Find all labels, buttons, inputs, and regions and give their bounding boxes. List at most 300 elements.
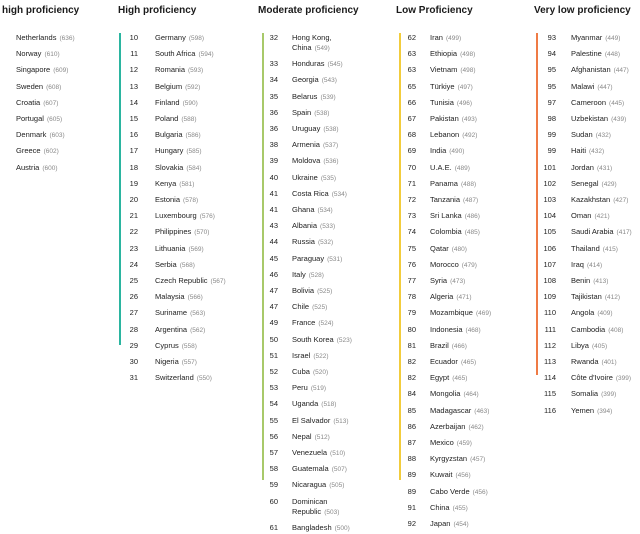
rank-number: 82 xyxy=(407,373,416,383)
rank-number: 72 xyxy=(407,195,416,204)
score: (457) xyxy=(470,456,486,464)
rank-number: 29 xyxy=(129,340,138,350)
country-name: Kyrgyzstan xyxy=(430,454,468,464)
country-name: Serbia xyxy=(155,259,177,269)
rank-number: 104 xyxy=(543,211,556,221)
score: (466) xyxy=(451,342,467,350)
country-name: India xyxy=(430,146,447,156)
score: (471) xyxy=(456,294,472,302)
rank-number: 88 xyxy=(407,454,416,464)
rank-number: 12 xyxy=(129,65,138,75)
score: (636) xyxy=(59,35,75,42)
country-name: Tajikistan xyxy=(571,292,602,302)
score: (432) xyxy=(595,132,611,140)
country-entry xyxy=(155,163,202,174)
score: (439) xyxy=(611,116,627,123)
country-entry xyxy=(155,292,203,303)
country-entry xyxy=(16,130,65,141)
country-name: Syria xyxy=(430,276,448,285)
country-entry xyxy=(16,33,75,44)
rank-number: 116 xyxy=(544,405,556,415)
rank-number: 66 xyxy=(407,97,416,107)
country-name: Azerbaijan xyxy=(430,421,466,431)
country-name: Iraq xyxy=(571,259,584,269)
country-name: Bulgaria xyxy=(155,130,183,140)
country-name: Cuba xyxy=(292,367,310,377)
country-entry xyxy=(292,124,339,135)
rank-number: 59 xyxy=(269,480,278,490)
country-entry xyxy=(430,389,479,400)
country-entry xyxy=(430,373,467,384)
score: (550) xyxy=(196,375,212,383)
score: (535) xyxy=(320,174,337,182)
country-name: U.A.E. xyxy=(430,162,452,172)
score: (549) xyxy=(314,45,330,52)
country-entry xyxy=(292,205,333,216)
country-name: Russia xyxy=(292,237,315,247)
country-entry xyxy=(571,389,616,400)
country-entry xyxy=(430,438,472,449)
rank-number: 75 xyxy=(407,243,416,253)
score: (603) xyxy=(49,132,65,140)
country-entry xyxy=(155,179,194,190)
country-entry xyxy=(571,260,602,271)
score: (558) xyxy=(181,342,197,350)
country-name: Nepal xyxy=(292,431,312,441)
score: (534) xyxy=(331,190,347,198)
score: (536) xyxy=(323,158,339,166)
rank-number: 73 xyxy=(407,211,416,221)
country-name: Tanzania xyxy=(430,195,461,204)
country-name: Sudan xyxy=(571,130,593,140)
country-entry xyxy=(430,179,476,190)
country-entry xyxy=(571,211,610,222)
score: (503) xyxy=(324,508,340,516)
country-entry xyxy=(292,254,342,265)
country-name: South Korea xyxy=(292,334,334,344)
rank-number: 65 xyxy=(407,81,416,91)
country-name: Romania xyxy=(155,65,186,75)
country-entry xyxy=(155,98,198,109)
country-entry xyxy=(292,221,335,232)
country-entry xyxy=(571,276,608,287)
country-entry xyxy=(292,497,339,518)
country-name: Saudi Arabia xyxy=(571,227,614,237)
column-heading: Very low proficiency xyxy=(534,5,631,16)
rank-number: 99 xyxy=(547,146,556,156)
country-name: Poland xyxy=(155,114,179,123)
score: (545) xyxy=(327,61,343,69)
score: (594) xyxy=(198,51,214,59)
score: (518) xyxy=(321,401,337,409)
country-entry xyxy=(16,114,62,125)
score: (487) xyxy=(463,197,479,204)
rank-number: 53 xyxy=(269,383,278,393)
rank-number: 41 xyxy=(269,205,278,215)
country-name: Angola xyxy=(571,308,595,318)
rank-number: 113 xyxy=(544,357,556,366)
country-name: Panama xyxy=(430,178,458,188)
country-entry xyxy=(292,480,344,491)
country-name: Spain xyxy=(292,107,312,117)
country-entry xyxy=(571,146,604,157)
score: (538) xyxy=(323,126,339,134)
score: (415) xyxy=(602,245,618,253)
country-name: Côte d'Ivoire xyxy=(571,373,613,383)
score: (447) xyxy=(613,67,629,75)
country-name: Armenia xyxy=(292,140,320,150)
rank-number: 33 xyxy=(269,59,278,69)
rank-number: 77 xyxy=(407,276,416,285)
country-name: Estonia xyxy=(155,195,181,204)
country-name: Japan xyxy=(430,519,451,528)
country-name: Ghana xyxy=(292,205,315,215)
score: (485) xyxy=(464,229,480,237)
country-name: Denmark xyxy=(16,130,47,140)
rank-number: 57 xyxy=(269,448,278,458)
country-name: Mozambique xyxy=(430,308,473,318)
country-entry xyxy=(155,325,205,336)
score: (463) xyxy=(474,407,490,415)
country-name: Thailand xyxy=(571,243,600,253)
rank-number: 92 xyxy=(407,519,416,528)
score: (505) xyxy=(329,482,345,490)
score: (578) xyxy=(183,197,199,204)
score: (576) xyxy=(199,213,215,221)
rank-number: 55 xyxy=(269,415,278,425)
score: (608) xyxy=(46,83,62,91)
score: (492) xyxy=(462,132,478,140)
rank-number: 70 xyxy=(407,162,416,172)
score: (469) xyxy=(475,310,492,318)
country-name: Slovakia xyxy=(155,162,184,172)
country-entry xyxy=(571,179,617,190)
country-entry xyxy=(430,406,489,417)
country-name: Senegal xyxy=(571,178,599,188)
rank-number: 60 xyxy=(269,496,278,506)
rank-number: 31 xyxy=(129,373,138,383)
column-heading: Low Proficiency xyxy=(396,5,473,16)
country-name: Kazakhstan xyxy=(571,195,611,204)
country-name: Switzerland xyxy=(155,373,194,383)
score: (408) xyxy=(608,326,624,334)
score: (431) xyxy=(596,164,613,172)
rank-number: 17 xyxy=(129,146,138,156)
country-name: Cambodia xyxy=(571,324,606,334)
country-entry xyxy=(292,351,329,362)
country-name: Nigeria xyxy=(155,357,179,366)
score: (405) xyxy=(591,342,608,350)
country-name: South Africa xyxy=(155,49,196,59)
rank-number: 10 xyxy=(129,33,138,42)
country-name: Rwanda xyxy=(571,357,599,366)
country-entry xyxy=(571,341,607,352)
country-entry xyxy=(292,108,329,119)
country-name: China xyxy=(430,502,450,512)
score: (498) xyxy=(460,51,476,59)
country-entry xyxy=(155,308,205,319)
country-name: Sweden xyxy=(16,81,44,91)
country-entry xyxy=(292,33,332,54)
rank-number: 101 xyxy=(543,162,556,172)
rank-number: 95 xyxy=(547,65,556,75)
rank-number: 94 xyxy=(547,49,556,59)
country-name: Egypt xyxy=(430,373,450,383)
rank-number: 87 xyxy=(407,438,416,447)
country-name: Pakistan xyxy=(430,114,459,123)
rank-number: 108 xyxy=(543,276,556,285)
score: (496) xyxy=(456,99,473,107)
country-entry xyxy=(571,163,612,174)
score: (488) xyxy=(460,180,477,188)
country-name: Netherlands xyxy=(16,33,57,42)
score: (543) xyxy=(321,77,337,85)
country-entry xyxy=(430,260,477,271)
score: (497) xyxy=(457,83,473,91)
country-name: Malaysia xyxy=(155,292,185,302)
country-entry xyxy=(430,146,464,157)
rank-number: 79 xyxy=(407,308,416,318)
score: (507) xyxy=(331,466,347,474)
rank-number: 47 xyxy=(269,302,278,312)
country-name: Cameroon xyxy=(571,97,607,107)
rank-number: 114 xyxy=(544,373,556,383)
rank-number: 61 xyxy=(269,522,278,532)
country-name: Nicaragua xyxy=(292,480,327,490)
score: (513) xyxy=(333,417,349,425)
score: (563) xyxy=(190,310,206,318)
country-entry xyxy=(571,49,620,60)
score: (464) xyxy=(463,391,479,399)
score: (522) xyxy=(313,352,329,360)
rank-number: 102 xyxy=(543,178,556,188)
rank-number: 45 xyxy=(269,253,278,263)
score: (493) xyxy=(461,116,477,123)
rank-number: 89 xyxy=(407,470,416,480)
score: (480) xyxy=(451,245,467,253)
country-name: Türkiye xyxy=(430,81,455,91)
country-entry xyxy=(16,49,60,60)
country-name: Ethiopia xyxy=(430,49,458,59)
country-name: Indonesia xyxy=(430,324,463,334)
rank-number: 56 xyxy=(269,431,278,441)
score: (537) xyxy=(322,142,339,150)
country-entry xyxy=(292,173,336,184)
score: (528) xyxy=(308,271,324,279)
country-entry xyxy=(430,195,478,206)
country-name: Morocco xyxy=(430,259,459,269)
country-entry xyxy=(292,75,337,86)
country-name: Libya xyxy=(571,340,589,350)
country-name: Oman xyxy=(571,211,592,221)
country-entry xyxy=(430,33,461,44)
rank-number: 40 xyxy=(269,172,278,182)
score: (510) xyxy=(330,450,346,458)
rank-number: 85 xyxy=(407,405,416,415)
score: (394) xyxy=(597,407,613,415)
country-entry xyxy=(292,237,333,248)
rank-number: 74 xyxy=(407,227,416,237)
country-name: Austria xyxy=(16,162,40,172)
country-entry xyxy=(292,367,328,378)
country-entry xyxy=(155,130,201,141)
country-entry xyxy=(292,286,332,297)
score: (486) xyxy=(464,213,480,221)
column-moderate xyxy=(258,0,396,532)
country-name: Suriname xyxy=(155,308,188,318)
country-entry xyxy=(16,82,61,93)
country-name: Germany xyxy=(155,33,186,42)
score: (448) xyxy=(604,51,621,59)
rank-number: 84 xyxy=(407,389,416,399)
country-name: Paraguay xyxy=(292,253,325,263)
score: (449) xyxy=(605,35,621,42)
country-name: Argentina xyxy=(155,324,188,334)
country-entry xyxy=(292,335,352,346)
country-name: Ukraine xyxy=(292,172,318,182)
rank-number: 21 xyxy=(129,211,138,221)
score: (531) xyxy=(327,255,343,263)
score: (427) xyxy=(613,197,629,204)
country-entry xyxy=(292,270,324,281)
country-entry xyxy=(430,114,477,125)
country-entry xyxy=(292,92,336,103)
rank-number: 27 xyxy=(129,308,138,318)
rank-number: 91 xyxy=(407,502,416,512)
country-entry xyxy=(430,292,472,303)
country-name: Malawi xyxy=(571,81,595,91)
country-name: Croatia xyxy=(16,97,41,107)
country-name: Chile xyxy=(292,302,310,312)
country-name: Uruguay xyxy=(292,124,321,134)
country-name: Philippines xyxy=(155,227,192,237)
country-name: Iran xyxy=(430,33,443,42)
country-entry xyxy=(571,98,624,109)
rank-number: 38 xyxy=(269,140,278,150)
country-name: Dominican xyxy=(292,496,328,506)
score: (519) xyxy=(310,385,327,393)
score: (447) xyxy=(597,83,613,91)
country-entry xyxy=(430,163,470,174)
country-entry xyxy=(430,422,484,433)
score: (524) xyxy=(318,320,334,328)
rank-number: 23 xyxy=(129,243,138,253)
score: (456) xyxy=(472,488,488,496)
country-entry xyxy=(430,49,475,60)
score: (520) xyxy=(312,369,329,377)
score: (399) xyxy=(601,391,617,399)
column-heading: high proficiency xyxy=(2,5,80,16)
country-entry xyxy=(430,308,491,319)
country-entry xyxy=(430,227,480,238)
country-name: Somalia xyxy=(571,389,599,399)
country-name: Kuwait xyxy=(430,470,453,480)
score: (490) xyxy=(449,148,465,156)
country-entry xyxy=(430,341,467,352)
rank-number: 110 xyxy=(544,308,556,318)
country-name: Qatar xyxy=(430,243,449,253)
country-entry xyxy=(571,406,612,417)
rank-number: 39 xyxy=(269,156,278,166)
country-name: Finland xyxy=(155,97,180,107)
score: (609) xyxy=(53,67,69,75)
country-name: Tunisia xyxy=(430,97,454,107)
score: (570) xyxy=(194,229,210,237)
score: (588) xyxy=(181,116,197,123)
country-name: Hong Kong, xyxy=(292,33,332,42)
score: (414) xyxy=(586,261,603,269)
rank-number: 51 xyxy=(269,350,278,360)
country-name: Afghanistan xyxy=(571,65,611,75)
score: (479) xyxy=(461,261,477,269)
country-entry xyxy=(430,82,473,93)
rank-number: 82 xyxy=(407,357,416,366)
country-name: Algeria xyxy=(430,292,454,302)
rank-number: 19 xyxy=(129,178,138,188)
country-entry xyxy=(155,227,209,238)
rank-number: 16 xyxy=(129,130,138,140)
country-entry xyxy=(155,82,200,93)
rank-number: 78 xyxy=(407,292,416,302)
score: (523) xyxy=(336,336,352,344)
score: (445) xyxy=(609,99,625,107)
country-name: Benin xyxy=(571,276,591,285)
rank-number: 22 xyxy=(129,227,138,237)
rank-number: 25 xyxy=(129,276,138,285)
column-heading: High proficiency xyxy=(118,5,197,16)
score: (455) xyxy=(452,504,468,512)
country-entry xyxy=(430,276,465,287)
rank-number: 50 xyxy=(269,334,278,344)
country-entry xyxy=(292,464,347,475)
country-name: Belarus xyxy=(292,91,318,101)
country-entry xyxy=(155,357,197,368)
rank-number: 11 xyxy=(130,49,138,59)
country-entry xyxy=(292,399,336,410)
score: (610) xyxy=(44,51,60,59)
country-entry xyxy=(430,487,488,498)
country-entry xyxy=(430,98,472,109)
score: (593) xyxy=(188,67,204,75)
country-entry xyxy=(292,416,349,427)
country-entry xyxy=(292,302,327,313)
country-name: El Salvador xyxy=(292,415,331,425)
rank-number: 52 xyxy=(269,367,278,377)
country-name: Georgia xyxy=(292,75,319,85)
country-name: Sri Lanka xyxy=(430,211,462,221)
country-name: Mongolia xyxy=(430,389,461,399)
country-name: Lithuania xyxy=(155,243,186,253)
country-name: Bangladesh xyxy=(292,522,332,532)
country-name: Uganda xyxy=(292,399,319,409)
rank-number: 95 xyxy=(547,81,556,91)
country-entry xyxy=(430,244,467,255)
rank-number: 28 xyxy=(129,324,138,334)
country-entry xyxy=(292,189,347,200)
country-name: Brazil xyxy=(430,340,449,350)
country-entry xyxy=(16,146,59,157)
country-name: Honduras xyxy=(292,59,325,69)
country-name: Myanmar xyxy=(571,33,603,42)
country-name: Israel xyxy=(292,350,311,360)
country-name: Italy xyxy=(292,269,306,279)
country-entry xyxy=(292,448,345,459)
rank-number: 54 xyxy=(269,399,278,409)
rank-number: 98 xyxy=(547,114,556,123)
score: (607) xyxy=(43,99,59,107)
country-entry xyxy=(155,244,204,255)
score: (566) xyxy=(187,294,203,302)
